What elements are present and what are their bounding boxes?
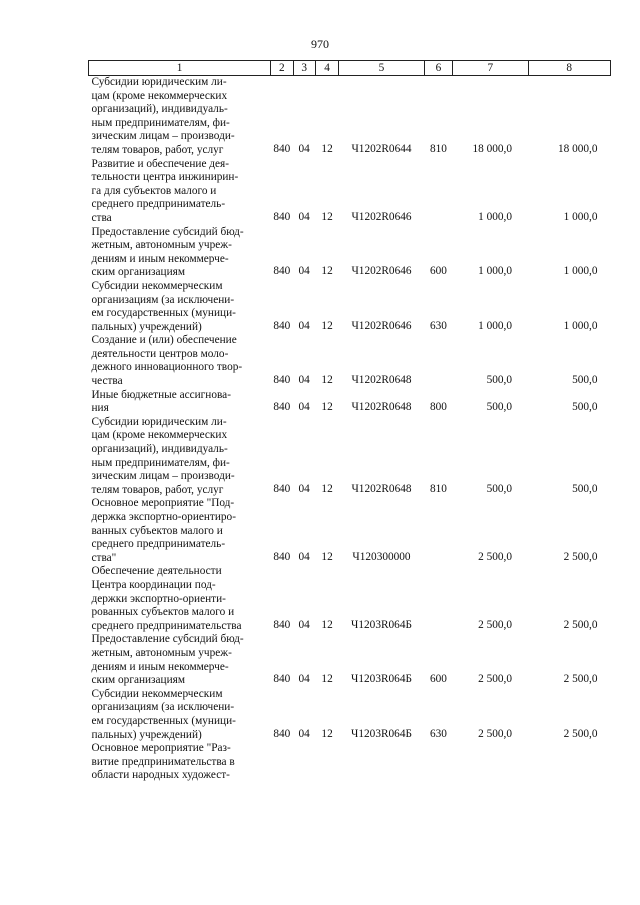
expense-type-code bbox=[424, 742, 452, 783]
row-name-line: чества bbox=[91, 375, 123, 388]
row-name bbox=[89, 280, 271, 334]
target-article-code: Ч1202R0646 bbox=[351, 210, 412, 223]
row-name-line: держки экспортно-ориенти- bbox=[91, 592, 226, 605]
row-name-line: деятельности центров моло- bbox=[91, 347, 229, 360]
amount-year-1: 2 500,0 bbox=[478, 673, 513, 686]
row-name-line: ским организациям bbox=[91, 674, 185, 687]
target-article-code: Ч1203R064Б bbox=[351, 618, 412, 631]
table-row bbox=[89, 334, 611, 388]
row-name-line: дежного инновационного твор- bbox=[91, 361, 243, 374]
target-article-code: Ч1202R0644 bbox=[351, 142, 412, 155]
subsection-code: 12 bbox=[321, 482, 333, 495]
row-name-line: ства bbox=[91, 211, 112, 224]
ministry-code: 840 bbox=[273, 727, 291, 740]
row-name-line: зическим лицам – производи- bbox=[91, 130, 235, 143]
row-name-line: дениям и иным некоммерче- bbox=[91, 660, 229, 673]
ministry-code: 840 bbox=[273, 550, 291, 563]
subsection-code: 12 bbox=[321, 210, 333, 223]
row-name-line: Центра координации под- bbox=[91, 578, 216, 591]
subsection-code: 12 bbox=[321, 319, 333, 332]
amount-year-1: 500,0 bbox=[486, 401, 513, 414]
row-name-line: Субсидии юридическим ли- bbox=[91, 76, 227, 88]
row-name-line: Создание и (или) обеспечение bbox=[91, 334, 237, 347]
column-header-amount-year-2: 8 bbox=[528, 61, 610, 76]
section-code: 04 bbox=[298, 673, 310, 686]
row-name bbox=[89, 688, 271, 742]
expense-type-code bbox=[424, 158, 452, 226]
amount-year-1 bbox=[453, 742, 528, 783]
expense-type-code: 600 bbox=[430, 265, 447, 278]
target-article-code: Ч1203R064Б bbox=[351, 673, 412, 686]
section-code: 04 bbox=[298, 482, 310, 495]
column-header-section: 3 bbox=[293, 61, 315, 76]
amount-year-2: 2 500,0 bbox=[563, 618, 598, 631]
row-name bbox=[89, 416, 271, 498]
subsection-code: 12 bbox=[321, 727, 333, 740]
target-article-code bbox=[339, 742, 424, 783]
expense-type-code: 800 bbox=[430, 401, 447, 414]
ministry-code: 840 bbox=[273, 319, 291, 332]
section-code: 04 bbox=[298, 401, 310, 414]
ministry-code: 840 bbox=[273, 374, 291, 387]
row-name-line: организаций), индивидуаль- bbox=[91, 103, 228, 116]
row-name-line: ния bbox=[91, 402, 109, 415]
amount-year-1: 2 500,0 bbox=[478, 618, 513, 631]
amount-year-2: 500,0 bbox=[572, 374, 598, 387]
table-row bbox=[89, 497, 611, 565]
section-code: 04 bbox=[298, 550, 310, 563]
row-name-line: цам (кроме некоммерческих bbox=[91, 89, 228, 102]
ministry-code: 840 bbox=[273, 142, 291, 155]
subsection-code: 12 bbox=[321, 673, 333, 686]
amount-year-2: 1 000,0 bbox=[563, 265, 598, 278]
row-name bbox=[89, 497, 271, 565]
expense-type-code: 630 bbox=[430, 319, 447, 332]
row-name-line: пальных) учреждений) bbox=[91, 320, 202, 333]
row-name-line: организациям (за исключени- bbox=[91, 701, 235, 714]
row-name-line: тельности центра инжинирин- bbox=[91, 171, 239, 184]
target-article-code: Ч1202R0648 bbox=[351, 374, 412, 387]
section-code bbox=[293, 742, 315, 783]
target-article-code: Ч1202R0648 bbox=[351, 482, 412, 495]
column-header-name: 1 bbox=[89, 61, 271, 76]
expense-type-code: 810 bbox=[430, 142, 447, 155]
target-article-code: Ч1202R0648 bbox=[351, 401, 412, 414]
amount-year-1: 2 500,0 bbox=[478, 727, 513, 740]
row-name-line: га для субъектов малого и bbox=[91, 184, 217, 197]
table-row bbox=[89, 76, 611, 158]
row-name-line: ским организациям bbox=[91, 266, 185, 279]
amount-year-2: 500,0 bbox=[572, 401, 598, 414]
row-name bbox=[89, 565, 271, 633]
row-name-line: Субсидии некоммерческим bbox=[91, 687, 223, 700]
column-header-subsection: 4 bbox=[315, 61, 338, 76]
amount-year-2: 2 500,0 bbox=[563, 727, 598, 740]
header-row bbox=[89, 61, 611, 76]
row-name-line: среднего предпринимательства bbox=[91, 619, 242, 632]
row-name-line: ванных субъектов малого и bbox=[91, 524, 223, 537]
column-header-expense-type: 6 bbox=[424, 61, 452, 76]
amount-year-2: 18 000,0 bbox=[557, 142, 598, 155]
amount-year-1: 2 500,0 bbox=[478, 550, 513, 563]
row-name bbox=[89, 76, 271, 158]
row-name bbox=[89, 226, 271, 280]
amount-year-1: 1 000,0 bbox=[478, 210, 513, 223]
row-name-line: Субсидии юридическим ли- bbox=[91, 415, 227, 428]
subsection-code: 12 bbox=[321, 618, 333, 631]
amount-year-2: 1 000,0 bbox=[563, 210, 598, 223]
row-name-line: Обеспечение деятельности bbox=[91, 565, 222, 578]
expense-type-code: 810 bbox=[430, 482, 447, 495]
row-name-line: Субсидии некоммерческим bbox=[91, 279, 223, 292]
table-row bbox=[89, 280, 611, 334]
row-name-line: дениям и иным некоммерче- bbox=[91, 252, 229, 265]
table-row bbox=[89, 158, 611, 226]
row-name-line: ем государственных (муници- bbox=[91, 307, 236, 320]
amount-year-1: 1 000,0 bbox=[478, 265, 513, 278]
row-name-line: телям товаров, работ, услуг bbox=[91, 143, 224, 156]
table-row bbox=[89, 742, 611, 783]
ministry-code: 840 bbox=[273, 210, 291, 223]
expense-type-code: 600 bbox=[430, 673, 447, 686]
expense-type-code bbox=[424, 334, 452, 388]
amount-year-1: 18 000,0 bbox=[472, 142, 513, 155]
amount-year-2: 1 000,0 bbox=[563, 319, 598, 332]
subsection-code bbox=[315, 742, 338, 783]
row-name bbox=[89, 633, 271, 687]
table-row bbox=[89, 633, 611, 687]
amount-year-2: 2 500,0 bbox=[563, 673, 598, 686]
ministry-code: 840 bbox=[273, 265, 291, 278]
column-header-target-article: 5 bbox=[339, 61, 424, 76]
row-name-line: Основное мероприятие "Раз- bbox=[91, 742, 231, 755]
row-name-line: Развитие и обеспечение дея- bbox=[91, 157, 230, 170]
column-header-ministry: 2 bbox=[271, 61, 293, 76]
section-code: 04 bbox=[298, 142, 310, 155]
amount-year-1: 1 000,0 bbox=[478, 319, 513, 332]
row-name-line: Иные бюджетные ассигнова- bbox=[91, 388, 231, 401]
ministry-code bbox=[271, 742, 293, 783]
amount-year-2: 500,0 bbox=[572, 482, 598, 495]
subsection-code: 12 bbox=[321, 265, 333, 278]
row-name-line: Основное мероприятие "Под- bbox=[91, 497, 235, 510]
expense-type-code: 630 bbox=[430, 727, 447, 740]
row-name-line: держка экспортно-ориентиро- bbox=[91, 511, 236, 523]
table-row bbox=[89, 226, 611, 280]
expense-type-code bbox=[424, 565, 452, 633]
row-name-line: рованных субъектов малого и bbox=[91, 606, 235, 619]
row-name bbox=[89, 158, 271, 226]
row-name-line: Предоставление субсидий бюд- bbox=[91, 225, 244, 238]
subsection-code: 12 bbox=[321, 401, 333, 414]
subsection-code: 12 bbox=[321, 142, 333, 155]
row-name-line: жетным, автономным учреж- bbox=[91, 239, 232, 252]
row-name-line: ным предпринимателям, фи- bbox=[91, 116, 230, 129]
column-header-amount-year-1: 7 bbox=[453, 61, 528, 76]
section-code: 04 bbox=[298, 727, 310, 740]
budget-table bbox=[88, 60, 611, 783]
section-code: 04 bbox=[298, 374, 310, 387]
row-name bbox=[89, 389, 271, 416]
row-name-line: области народных художест- bbox=[91, 769, 230, 782]
section-code: 04 bbox=[298, 210, 310, 223]
target-article-code: Ч1202R0646 bbox=[351, 265, 412, 278]
section-code: 04 bbox=[298, 319, 310, 332]
row-name-line: телям товаров, работ, услуг bbox=[91, 483, 224, 496]
expense-type-code bbox=[424, 497, 452, 565]
row-name-line: жетным, автономным учреж- bbox=[91, 646, 232, 659]
table-row bbox=[89, 688, 611, 742]
ministry-code: 840 bbox=[273, 482, 291, 495]
subsection-code: 12 bbox=[321, 550, 333, 563]
table-row bbox=[89, 565, 611, 633]
row-name-line: зическим лицам – производи- bbox=[91, 470, 235, 483]
row-name-line: среднего предприниматель- bbox=[91, 538, 226, 551]
row-name-line: Предоставление субсидий бюд- bbox=[91, 633, 244, 646]
row-name-line: пальных) учреждений) bbox=[91, 728, 202, 741]
amount-year-2 bbox=[528, 742, 610, 783]
table-row bbox=[89, 416, 611, 498]
ministry-code: 840 bbox=[273, 401, 291, 414]
row-name-line: ства" bbox=[91, 551, 117, 564]
row-name-line: организациям (за исключени- bbox=[91, 293, 235, 306]
page-number: 970 bbox=[311, 37, 329, 51]
row-name-line: цам (кроме некоммерческих bbox=[91, 429, 228, 442]
table-row bbox=[89, 389, 611, 416]
target-article-code: Ч1202R0646 bbox=[351, 319, 412, 332]
target-article-code: Ч120300000 bbox=[352, 550, 411, 563]
amount-year-2: 2 500,0 bbox=[563, 550, 598, 563]
table-body bbox=[89, 76, 611, 783]
ministry-code: 840 bbox=[273, 618, 291, 631]
ministry-code: 840 bbox=[273, 673, 291, 686]
section-code: 04 bbox=[298, 618, 310, 631]
section-code: 04 bbox=[298, 265, 310, 278]
row-name-line: витие предпринимательства в bbox=[91, 755, 235, 768]
row-name bbox=[89, 742, 271, 783]
row-name bbox=[89, 334, 271, 388]
amount-year-1: 500,0 bbox=[486, 374, 513, 387]
row-name-line: среднего предприниматель- bbox=[91, 198, 226, 211]
row-name-line: ем государственных (муници- bbox=[91, 714, 236, 727]
row-name-line: организаций), индивидуаль- bbox=[91, 443, 228, 456]
row-name-line: ным предпринимателям, фи- bbox=[91, 456, 230, 469]
subsection-code: 12 bbox=[321, 374, 333, 387]
amount-year-1: 500,0 bbox=[486, 482, 513, 495]
target-article-code: Ч1203R064Б bbox=[351, 727, 412, 740]
